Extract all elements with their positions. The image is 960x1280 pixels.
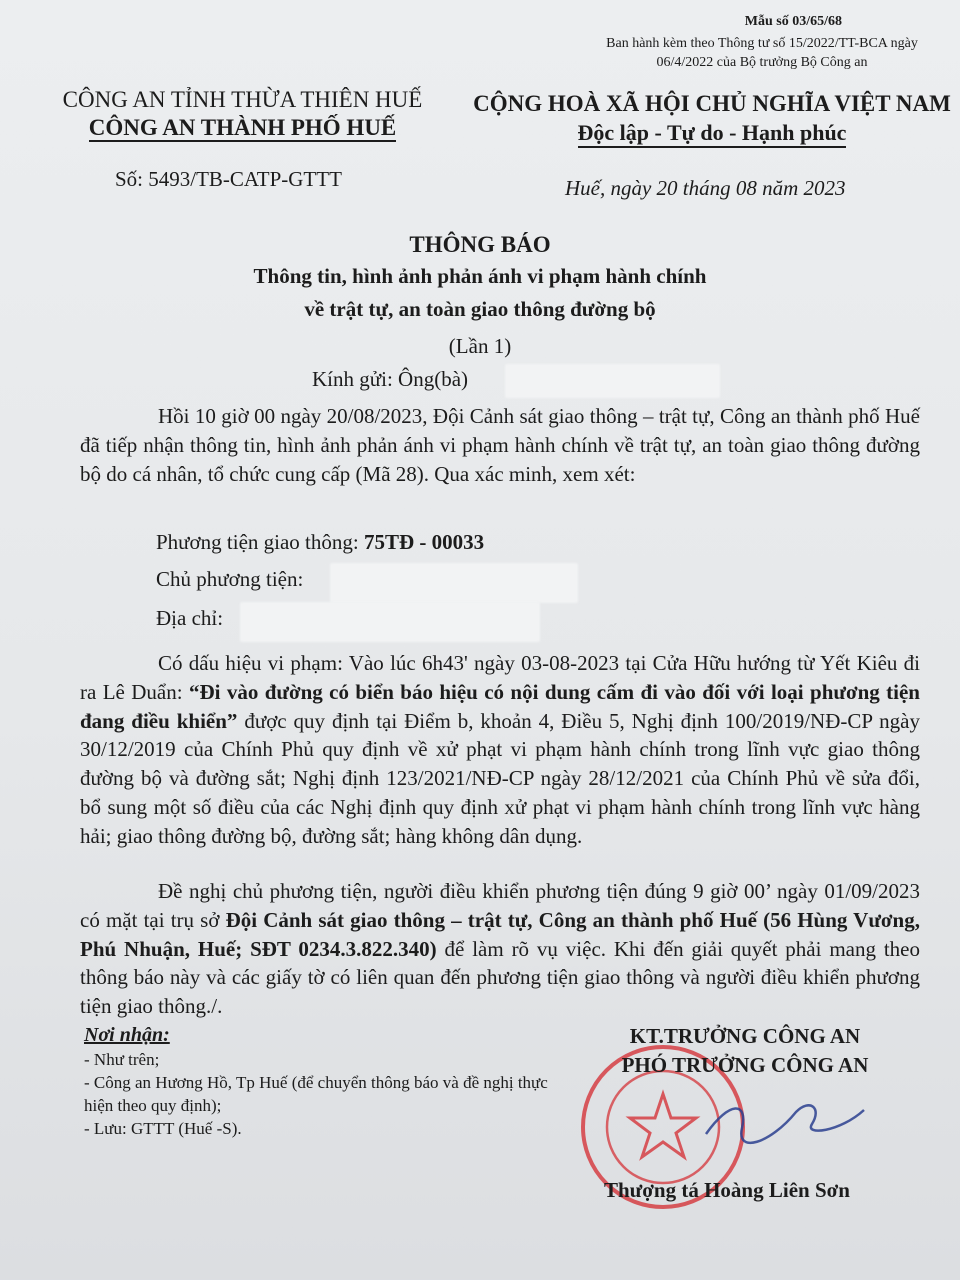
signer-name: Thượng tá Hoàng Liên Sơn (604, 1178, 850, 1202)
national-motto (462, 118, 960, 148)
redaction-owner (330, 563, 578, 603)
title-block (150, 230, 810, 362)
violation-text-b: được quy định tại Điểm b, khoản 4, Điều 5, Nghị định 100/2019/NĐ-CP ngày 30/12/2019 của Chính Phủ quy định về xử phạt vi phạm hành chính trong lĩnh vực giao thông đường bộ và đường sắt; Nghị định 123/2021/NĐ-CP ngày 28/12/2021 của Chính Phủ về sửa đổi, bổ sung một số điều của các Nghị định quy định xử phạt vi phạm hành chính trong lĩnh vực hàng hải; giao thông đường bộ, đường sắt; hàng không dân dụng. (80, 708, 920, 848)
request-text-b: để làm rõ vụ việc. Khi đến giải quyết phải mang theo thông báo này và các giấy tờ có liên quan đến phương tiện giao thông và người điều khiển phương tiện giao thông./. (80, 936, 921, 1019)
place-date: Huế, ngày 20 tháng 08 năm 2023 (565, 176, 846, 200)
notice-round: (Lần 1) (448, 334, 512, 358)
form-code: Mẫu số 03/65/68 (744, 14, 842, 29)
address-label: Địa chỉ: (156, 606, 224, 630)
office-name-text: CÔNG AN THÀNH PHỐ HUẾ (88, 115, 397, 140)
subtitle-line-2: về trật tự, an toàn giao thông đường bộ (304, 297, 656, 321)
request-office: Đội Cảnh sát giao thông – trật tự, Công an thành phố Huế (56 Hùng Vương, Phú Nhuận, Huế; SĐT 0234.3.822.340) (80, 907, 920, 961)
recipient-line (312, 367, 468, 392)
address-line (156, 606, 223, 631)
vehicle-label: Phương tiện giao thông: (156, 530, 364, 554)
redaction-recipient (505, 364, 720, 398)
handwritten-signature (700, 1090, 870, 1150)
owner-line (156, 567, 303, 592)
issued-note: Ban hành kèm theo Thông tư số 15/2022/TT-BCA ngày 06/4/2022 của Bộ trưởng Bộ Công an (606, 36, 918, 70)
vehicle-plate: 75TĐ - 00033 (363, 530, 485, 554)
recipients-block (84, 1022, 554, 1140)
recipients-line-3: - Lưu: GTTT (Huế -S). (84, 1119, 242, 1138)
request-text-a: Đề nghị chủ phương tiện, người điều khiển phương tiện đúng 9 giờ 00’ ngày 01/09/2023 có mặt tại trụ sở (80, 879, 920, 932)
issuing-agency-header (50, 86, 435, 142)
signature-block (570, 1022, 920, 1080)
paragraph-violation (80, 649, 920, 851)
document-title: THÔNG BÁO (409, 232, 551, 257)
national-motto-text: Độc lập - Tự do - Hạnh phúc (578, 120, 847, 148)
recipients-heading: Nơi nhận: (84, 1024, 170, 1046)
redaction-address (240, 602, 540, 642)
paragraph-request (80, 877, 920, 1021)
violation-quote: “Đi vào đường có biển báo hiệu có nội dung cấm đi vào đối với loại phương tiện đang điều khiển” (80, 679, 920, 733)
agency-name: CÔNG AN TỈNH THỪA THIÊN HUẾ (62, 87, 423, 112)
office-name (50, 114, 435, 142)
owner-label: Chủ phương tiện: (156, 567, 304, 591)
recipient-label: Kính gửi: Ông(bà) (312, 367, 469, 391)
subtitle-line-1: Thông tin, hình ảnh phản ánh vi phạm hành chính (253, 264, 707, 288)
violation-text-a: Có dấu hiệu vi phạm: Vào lúc 6h43' ngày 03-08-2023 tại Cửa Hữu hướng từ Yết Kiêu đi ra Lê Duẩn: (80, 651, 920, 704)
recipients-line-1: - Như trên; (84, 1050, 160, 1069)
signature-title-1: KT.TRƯỞNG CÔNG AN (629, 1024, 861, 1048)
national-header (462, 90, 960, 148)
signature-title-2: PHÓ TRƯỞNG CÔNG AN (621, 1053, 869, 1077)
vehicle-line (156, 530, 484, 555)
paragraph-intro: Hồi 10 giờ 00 ngày 20/08/2023, Đội Cảnh sát giao thông – trật tự, Công an thành phố Huế đã tiếp nhận thông tin, hình ảnh phản ánh vi phạm hành chính về trật tự, an toàn giao thông đường bộ do cá nhân, tổ chức cung cấp (Mã 28). Qua xác minh, xem xét: (80, 404, 920, 486)
nation-title: CỘNG HOÀ XÃ HỘI CHỦ NGHĨA VIỆT NAM (473, 91, 951, 116)
document-number: Số: 5493/TB-CATP-GTTT (115, 167, 342, 191)
recipients-line-2: - Công an Hương Hồ, Tp Huế (để chuyển thông báo và đề nghị thực hiện theo quy định); (84, 1073, 548, 1115)
